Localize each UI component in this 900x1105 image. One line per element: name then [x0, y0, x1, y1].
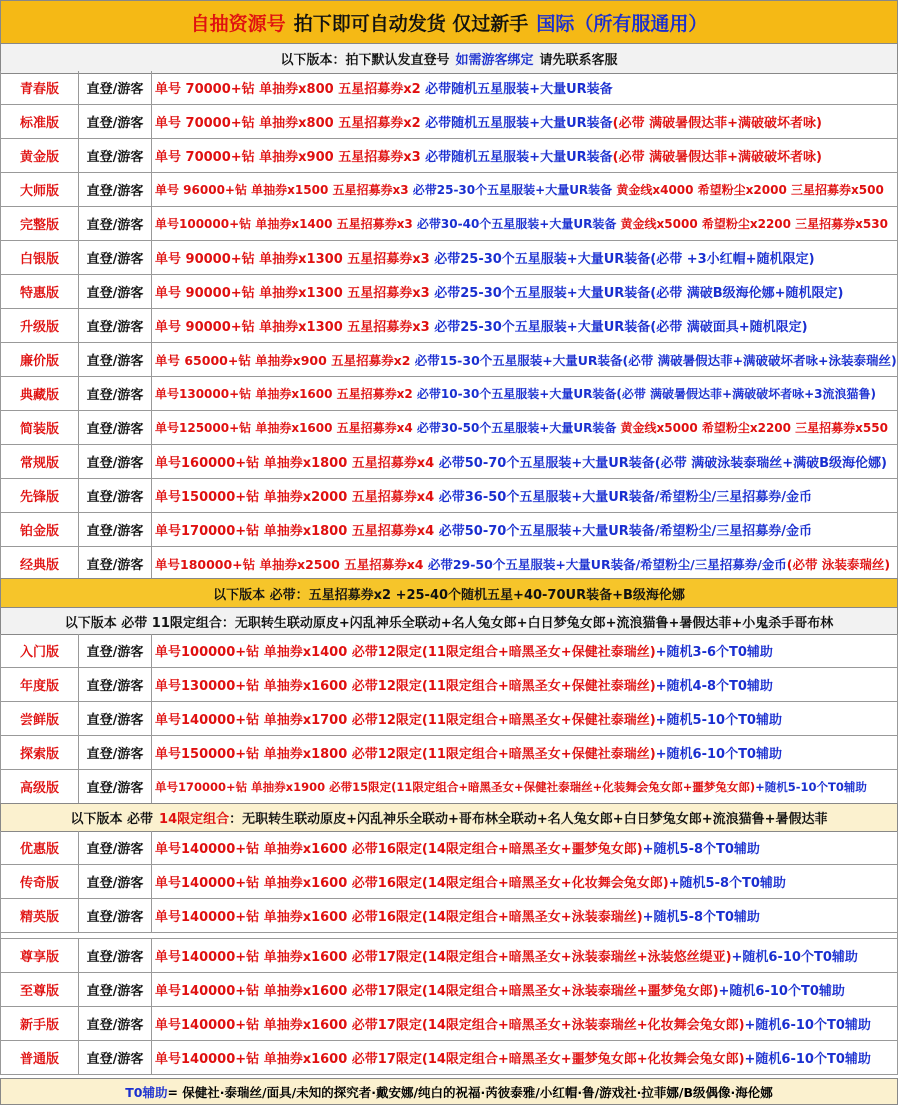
login-type: 直登/游客 — [79, 411, 152, 444]
detail-segment: 单号 96000+钻 单抽券x1500 五星招募券x3 — [155, 183, 409, 197]
version-details — [152, 831, 897, 864]
detail-segment: 黄金线x5000 希望粉尘x2200 三星招募券x550 — [616, 421, 888, 435]
login-type: 直登/游客 — [79, 736, 152, 769]
version-name: 年度版 — [1, 668, 79, 701]
table-row — [0, 634, 898, 668]
detail-segment: 必带30-40个五星服装+大量UR装备 — [412, 217, 617, 231]
login-type: 直登/游客 — [79, 513, 152, 546]
detail-segment: 必带随机五星服装+大量UR装备 — [420, 116, 613, 131]
version-details — [152, 1041, 897, 1074]
section-header-2 — [0, 578, 898, 608]
version-details — [152, 973, 897, 1006]
login-type: 直登/游客 — [79, 275, 152, 308]
version-details — [152, 343, 897, 376]
table-row — [0, 831, 898, 865]
detail-segment: 单号 70000+钻 单抽券x800 五星招募券x2 — [155, 116, 421, 131]
footer-label: T0辅助 — [125, 1084, 168, 1100]
detail-segment: 单号125000+钻 单抽券x1600 五星招募券x4 — [155, 421, 413, 435]
login-type: 直登/游客 — [79, 1007, 152, 1040]
version-details — [152, 547, 897, 580]
detail-segment: 必带30-50个五星服装+大量UR装备 — [412, 421, 617, 435]
login-type: 直登/游客 — [79, 547, 152, 580]
version-name: 大师版 — [1, 173, 79, 206]
detail-segment: 单号 90000+钻 单抽券x1300 五星招募券x3 — [155, 286, 430, 301]
detail-segment: 必带10-30个五星服装+大量UR装备(必带 满破暑假达菲+满破破坏者咏+3流浪猫鲁) — [412, 387, 876, 401]
table-row — [0, 343, 898, 377]
detail-segment: 必带29-50个五星服装+大量UR装备/希望粉尘/三星招募券/金币 — [423, 556, 787, 572]
table-row — [0, 1007, 898, 1041]
detail-segment: 必带随机五星服装+大量UR装备 — [420, 82, 613, 97]
table-row — [0, 241, 898, 275]
version-name: 精英版 — [1, 899, 79, 932]
detail-segment: 单号100000+钻 单抽券x1400 五星招募券x3 — [155, 217, 413, 231]
login-type: 直登/游客 — [79, 973, 152, 1006]
table-row — [0, 513, 898, 547]
login-type: 直登/游客 — [79, 309, 152, 342]
version-details — [152, 445, 897, 478]
table-row — [0, 1041, 898, 1075]
login-type: 直登/游客 — [79, 479, 152, 512]
table-row — [0, 939, 898, 973]
version-name: 典藏版 — [1, 377, 79, 410]
detail-segment: (必带 满破暑假达菲+满破破坏者咏) — [612, 150, 822, 165]
version-details — [152, 736, 897, 769]
version-details — [152, 173, 897, 206]
version-name: 先锋版 — [1, 479, 79, 512]
version-name: 新手版 — [1, 1007, 79, 1040]
detail-segment: 必带25-30个五星服装+大量UR装备 — [408, 183, 613, 197]
detail-segment: 必带50-70个五星服装+大量UR装备(必带 满破泳装泰瑞丝+满破B级海伦娜) — [434, 456, 887, 471]
version-details — [152, 899, 897, 932]
login-type: 直登/游客 — [79, 939, 152, 972]
detail-segment: +随机5-10个T0辅助 — [755, 779, 867, 794]
page-title — [0, 0, 898, 44]
detail-segment: 单号180000+钻 单抽券x2500 五星招募券x4 — [155, 556, 424, 572]
detail-segment: 单号100000+钻 单抽券x1400 必带12限定(11限定组合+暗黑圣女+保健社泰瑞丝) — [155, 645, 656, 660]
table-row — [0, 668, 898, 702]
login-type: 直登/游客 — [79, 445, 152, 478]
version-details — [152, 377, 897, 410]
detail-segment: 单号140000+钻 单抽券x1600 必带16限定(14限定组合+暗黑圣女+化妆舞会兔女郎) — [155, 876, 669, 891]
detail-segment: 必带25-30个五星服装+大量UR装备(必带 +3小红帽+随机限定) — [429, 252, 815, 267]
section-4-text-2: 14限定组合 — [159, 812, 230, 827]
detail-segment: 必带50-70个五星服装+大量UR装备/希望粉尘/三星招募券/金币 — [434, 524, 813, 539]
version-details — [152, 479, 897, 512]
version-details — [152, 865, 897, 898]
detail-segment: 单号 70000+钻 单抽券x800 五星招募券x2 — [155, 82, 421, 97]
version-details — [152, 71, 897, 104]
table-row — [0, 702, 898, 736]
version-name: 铂金版 — [1, 513, 79, 546]
detail-segment: 黄金线x4000 希望粉尘x2000 三星招募券x500 — [612, 183, 884, 197]
version-details — [152, 513, 897, 546]
detail-segment: +随机5-8个T0辅助 — [642, 910, 760, 925]
detail-segment: 单号 70000+钻 单抽券x900 五星招募券x3 — [155, 150, 421, 165]
version-name: 标准版 — [1, 105, 79, 138]
detail-segment: 单号130000+钻 单抽券x1600 必带12限定(11限定组合+暗黑圣女+保健社泰瑞丝) — [155, 679, 656, 694]
detail-segment: 单号140000+钻 单抽券x1600 必带16限定(14限定组合+暗黑圣女+泳装泰瑞丝) — [155, 910, 643, 925]
login-type: 直登/游客 — [79, 702, 152, 735]
version-name: 白银版 — [1, 241, 79, 274]
version-name: 黄金版 — [1, 139, 79, 172]
login-type: 直登/游客 — [79, 105, 152, 138]
detail-segment: 必带随机五星服装+大量UR装备 — [420, 150, 613, 165]
section-4-text-1: 以下版本 必带 — [70, 812, 154, 827]
table-row — [0, 71, 898, 105]
detail-segment: +随机6-10个T0辅助 — [718, 984, 845, 999]
section-4-text-3: ：无职转生联动原皮+闪乱神乐全联动+哥布林全联动+名人兔女郎+白日梦兔女郎+流浪猫鲁+暑假达菲 — [229, 812, 828, 827]
detail-segment: +随机6-10个T0辅助 — [731, 950, 858, 965]
version-details — [152, 309, 897, 342]
footer-text: = 保健社·泰瑞丝/面具/未知的探究者·戴安娜/纯白的祝福·芮彼泰雅/小红帽·鲁/游戏社·拉菲娜/B级偶像·海伦娜 — [167, 1084, 773, 1100]
version-name: 青春版 — [1, 71, 79, 104]
version-details — [152, 105, 897, 138]
table-row — [0, 173, 898, 207]
version-name: 至尊版 — [1, 973, 79, 1006]
login-type: 直登/游客 — [79, 668, 152, 701]
detail-segment: 必带25-30个五星服装+大量UR装备(必带 满破B级海伦娜+随机限定) — [429, 286, 844, 301]
detail-segment: 单号140000+钻 单抽券x1700 必带12限定(11限定组合+暗黑圣女+保健社泰瑞丝) — [155, 713, 656, 728]
version-name: 尊享版 — [1, 939, 79, 972]
version-name: 高级版 — [1, 770, 79, 803]
title-part-2: 拍下即可自动发货 仅过新手 — [293, 12, 529, 35]
version-name: 廉价版 — [1, 343, 79, 376]
detail-segment: +随机5-8个T0辅助 — [668, 876, 786, 891]
login-type: 直登/游客 — [79, 173, 152, 206]
detail-segment: 必带36-50个五星服装+大量UR装备/希望粉尘/三星招募券/金币 — [434, 490, 813, 505]
detail-segment: +随机6-10个T0辅助 — [655, 747, 782, 762]
version-details — [152, 668, 897, 701]
detail-segment: 单号 90000+钻 单抽券x1300 五星招募券x3 — [155, 320, 430, 335]
detail-segment: 单号160000+钻 单抽券x1800 五星招募券x4 — [155, 456, 435, 471]
table-row — [0, 973, 898, 1007]
version-details — [152, 770, 897, 803]
section-3-text: 以下版本 必带 11限定组合：无职转生联动原皮+闪乱神乐全联动+名人兔女郎+白日梦兔女郎+流浪猫鲁+暑假达菲+小鬼杀手哥布林 — [64, 615, 834, 631]
section-1-text-2: 如需游客绑定 — [455, 53, 534, 68]
section-header-4 — [0, 803, 898, 832]
detail-segment: +随机6-10个T0辅助 — [744, 1018, 871, 1033]
detail-segment: 单号 90000+钻 单抽券x1300 五星招募券x3 — [155, 252, 430, 267]
detail-segment: 黄金线x5000 希望粉尘x2200 三星招募券x530 — [616, 217, 888, 231]
section-2-text: 以下版本 必带：五星招募券x2 +25-40个随机五星+40-70UR装备+B级海伦娜 — [213, 587, 685, 603]
table-row — [0, 207, 898, 241]
table-row — [0, 275, 898, 309]
detail-segment: +随机5-10个T0辅助 — [655, 713, 782, 728]
detail-segment: (必带 满破暑假达菲+满破破坏者咏) — [612, 116, 822, 131]
table-row — [0, 309, 898, 343]
table-row — [0, 445, 898, 479]
login-type: 直登/游客 — [79, 865, 152, 898]
detail-segment: +随机6-10个T0辅助 — [744, 1052, 871, 1067]
section-1-text-3: 请先联系客服 — [539, 53, 618, 68]
version-name: 升级版 — [1, 309, 79, 342]
table-row — [0, 865, 898, 899]
login-type: 直登/游客 — [79, 241, 152, 274]
login-type: 直登/游客 — [79, 1041, 152, 1074]
version-details — [152, 634, 897, 667]
version-name: 探索版 — [1, 736, 79, 769]
table-row — [0, 139, 898, 173]
detail-segment: 必带25-30个五星服装+大量UR装备(必带 满破面具+随机限定) — [429, 320, 808, 335]
login-type: 直登/游客 — [79, 207, 152, 240]
version-name: 完整版 — [1, 207, 79, 240]
section-header-1 — [0, 43, 898, 74]
detail-segment: +随机4-8个T0辅助 — [655, 679, 773, 694]
table-row — [0, 736, 898, 770]
detail-segment: 单号150000+钻 单抽券x1800 必带12限定(11限定组合+暗黑圣女+保健社泰瑞丝) — [155, 747, 656, 762]
version-details — [152, 275, 897, 308]
version-details — [152, 241, 897, 274]
detail-segment: (必带 泳装泰瑞丝) — [786, 556, 891, 572]
version-name: 简装版 — [1, 411, 79, 444]
version-name: 入门版 — [1, 634, 79, 667]
version-details — [152, 1007, 897, 1040]
table-row — [0, 105, 898, 139]
version-details — [152, 411, 897, 444]
footer-note — [0, 1078, 898, 1105]
table-row — [0, 411, 898, 445]
login-type: 直登/游客 — [79, 343, 152, 376]
detail-segment: 必带15-30个五星服装+大量UR装备(必带 满破暑假达菲+满破破坏者咏+泳装泰瑞丝) — [410, 352, 897, 368]
table-row — [0, 547, 898, 581]
version-name: 常规版 — [1, 445, 79, 478]
detail-segment: 单号 65000+钻 单抽券x900 五星招募券x2 — [155, 352, 411, 368]
table-row — [0, 899, 898, 933]
detail-segment: 单号140000+钻 单抽券x1600 必带17限定(14限定组合+暗黑圣女+泳装泰瑞丝+噩梦兔女郎) — [155, 984, 719, 999]
version-name: 优惠版 — [1, 831, 79, 864]
title-part-3: 国际（所有服通用） — [536, 12, 708, 35]
section-header-3 — [0, 607, 898, 635]
login-type: 直登/游客 — [79, 770, 152, 803]
title-part-1: 自抽资源号 — [190, 12, 286, 35]
detail-segment: 单号130000+钻 单抽券x1600 五星招募券x2 — [155, 387, 413, 401]
version-name: 尝鲜版 — [1, 702, 79, 735]
login-type: 直登/游客 — [79, 377, 152, 410]
login-type: 直登/游客 — [79, 634, 152, 667]
section-1-text-1: 以下版本：拍下默认发直登号 — [280, 53, 450, 68]
version-details — [152, 702, 897, 735]
detail-segment: 单号140000+钻 单抽券x1600 必带17限定(14限定组合+暗黑圣女+泳装泰瑞丝+化妆舞会兔女郎) — [155, 1018, 745, 1033]
detail-segment: 单号170000+钻 单抽券x1800 五星招募券x4 — [155, 524, 435, 539]
version-name: 普通版 — [1, 1041, 79, 1074]
version-details — [152, 139, 897, 172]
version-name: 特惠版 — [1, 275, 79, 308]
detail-segment: 单号140000+钻 单抽券x1600 必带16限定(14限定组合+暗黑圣女+噩梦兔女郎) — [155, 842, 643, 857]
detail-segment: 单号150000+钻 单抽券x2000 五星招募券x4 — [155, 490, 435, 505]
detail-segment: +随机5-8个T0辅助 — [642, 842, 760, 857]
table-row — [0, 479, 898, 513]
login-type: 直登/游客 — [79, 139, 152, 172]
login-type: 直登/游客 — [79, 71, 152, 104]
detail-segment: 单号140000+钻 单抽券x1600 必带17限定(14限定组合+暗黑圣女+泳装泰瑞丝+泳装悠丝缇亚) — [155, 950, 732, 965]
detail-segment: 单号140000+钻 单抽券x1600 必带17限定(14限定组合+暗黑圣女+噩梦兔女郎+化妆舞会兔女郎) — [155, 1052, 745, 1067]
detail-segment: 单号170000+钻 单抽券x1900 必带15限定(11限定组合+暗黑圣女+保健社泰瑞丝+化装舞会兔女郎+噩梦兔女郎) — [155, 779, 756, 794]
version-name: 经典版 — [1, 547, 79, 580]
version-name: 传奇版 — [1, 865, 79, 898]
version-details — [152, 939, 897, 972]
login-type: 直登/游客 — [79, 899, 152, 932]
detail-segment: +随机3-6个T0辅助 — [655, 645, 773, 660]
table-row — [0, 770, 898, 804]
version-details — [152, 207, 897, 240]
table-row — [0, 377, 898, 411]
login-type: 直登/游客 — [79, 831, 152, 864]
